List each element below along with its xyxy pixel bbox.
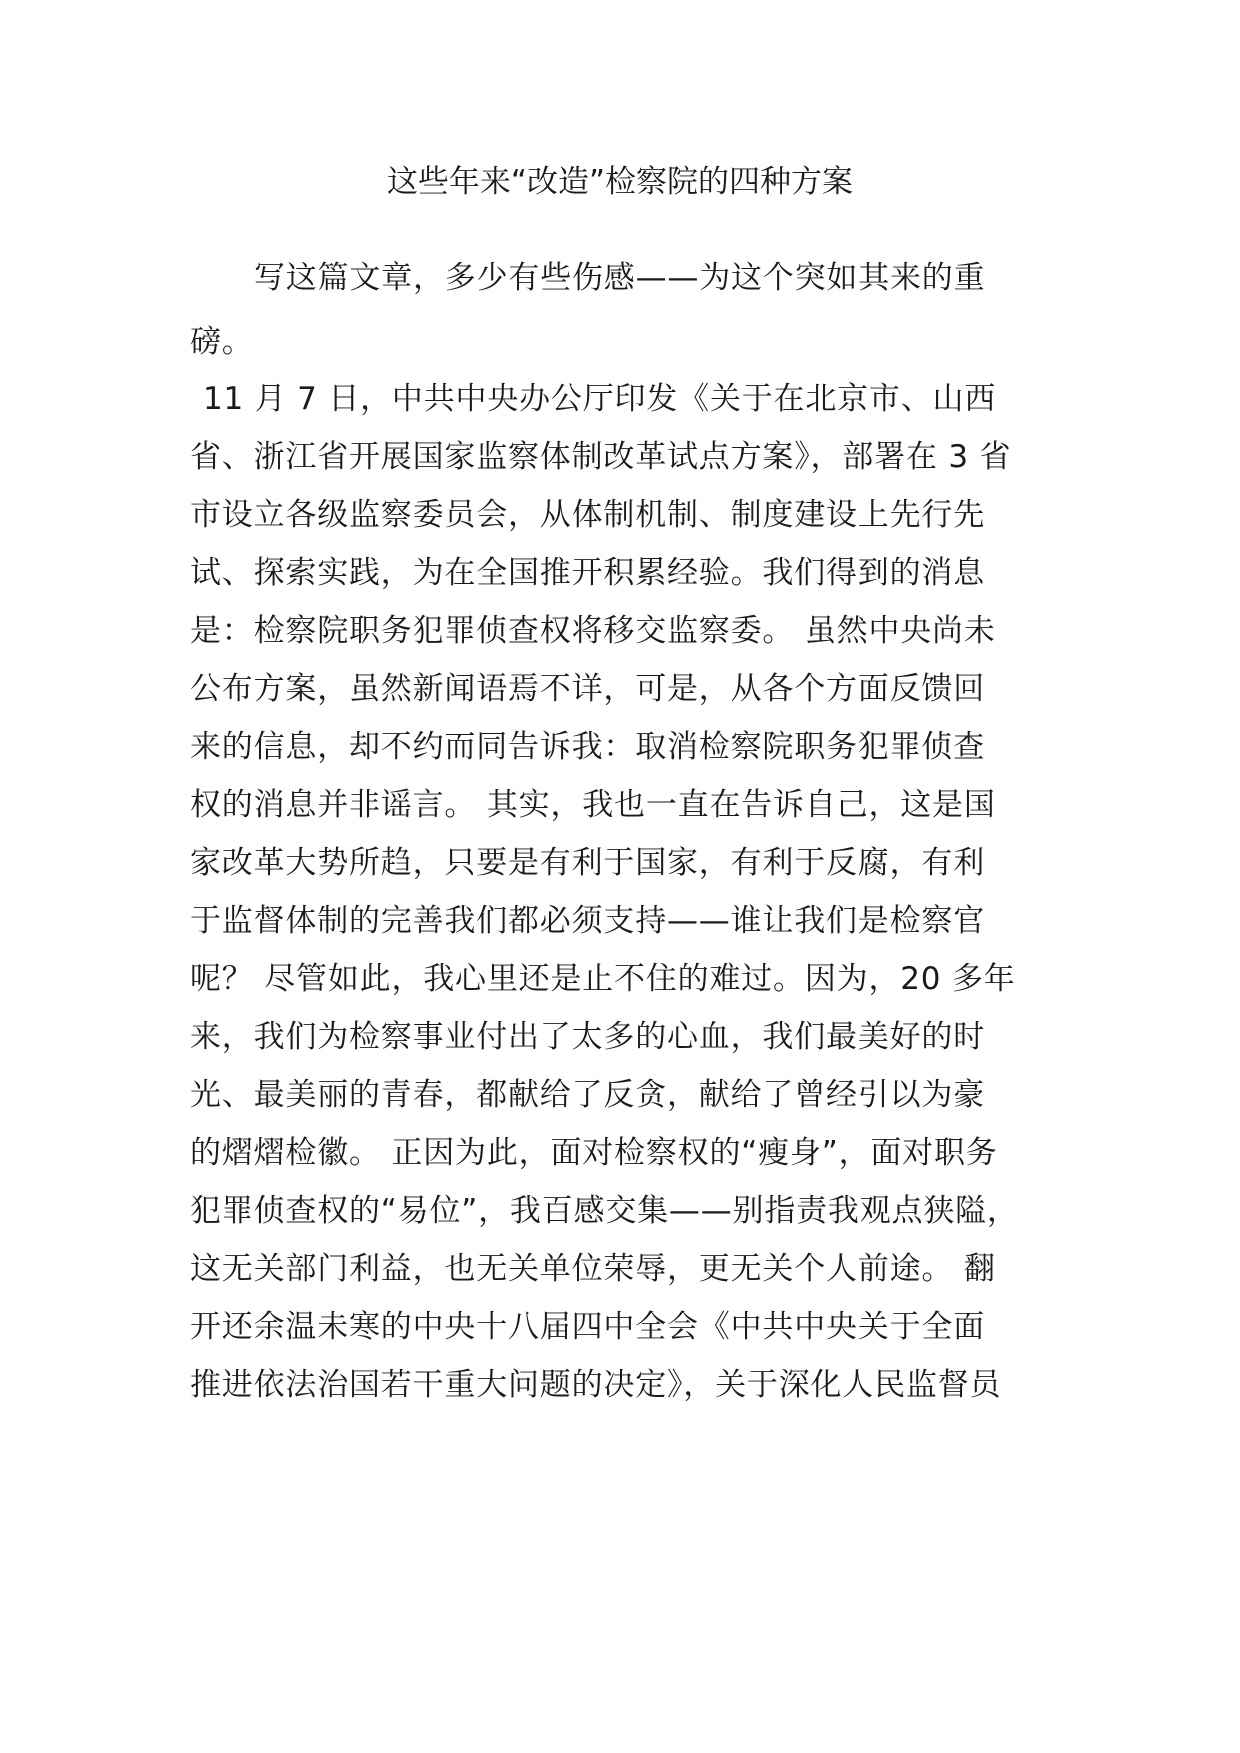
body-line: 光、最美丽的青春，都献给了反贪，献给了曾经引以为豪: [190, 1077, 985, 1113]
body-line: 开还余温未寒的中央十八届四中全会《中共中央关于全面: [190, 1309, 985, 1345]
body-line: 11 月 7 日，中共中央办公厅印发《关于在北京市、山西: [203, 381, 997, 417]
body-line: 写这篇文章，多少有些伤感——为这个突如其来的重: [254, 260, 986, 296]
body-line: 来的信息，却不约而同告诉我：取消检察院职务犯罪侦查: [190, 729, 985, 765]
document-title: 这些年来“改造”检察院的四种方案: [386, 164, 854, 200]
body-line: 省、浙江省开展国家监察体制改革试点方案》，部署在 3 省: [190, 439, 1012, 475]
body-line: 呢？ 尽管如此，我心里还是止不住的难过。因为，20 多年: [190, 961, 1016, 997]
body-line: 来，我们为检察事业付出了太多的心血，我们最美好的时: [190, 1019, 985, 1055]
body-line: 这无关部门利益，也无关单位荣辱，更无关个人前途。 翻: [190, 1251, 996, 1287]
body-line: 犯罪侦查权的“易位”，我百感交集——别指责我观点狭隘，: [190, 1193, 1019, 1229]
body-line: 是：检察院职务犯罪侦查权将移交监察委。 虽然中央尚未: [190, 613, 996, 649]
body-line: 于监督体制的完善我们都必须支持——谁让我们是检察官: [190, 903, 985, 939]
body-line: 试、探索实践，为在全国推开积累经验。我们得到的消息: [190, 555, 985, 591]
body-line: 磅。: [190, 324, 254, 360]
body-line: 推进依法治国若干重大问题的决定》，关于深化人民监督员: [190, 1367, 1002, 1403]
body-line: 权的消息并非谣言。 其实，我也一直在告诉自己，这是国: [190, 787, 996, 823]
body-line: 市设立各级监察委员会，从体制机制、制度建设上先行先: [190, 497, 985, 533]
body-line: 公布方案，虽然新闻语焉不详，可是，从各个方面反馈回: [190, 671, 985, 707]
body-line: 的熠熠检徽。 正因为此，面对检察权的“瘦身”，面对职务: [190, 1135, 998, 1171]
body-line: 家改革大势所趋，只要是有利于国家，有利于反腐，有利: [190, 845, 985, 881]
